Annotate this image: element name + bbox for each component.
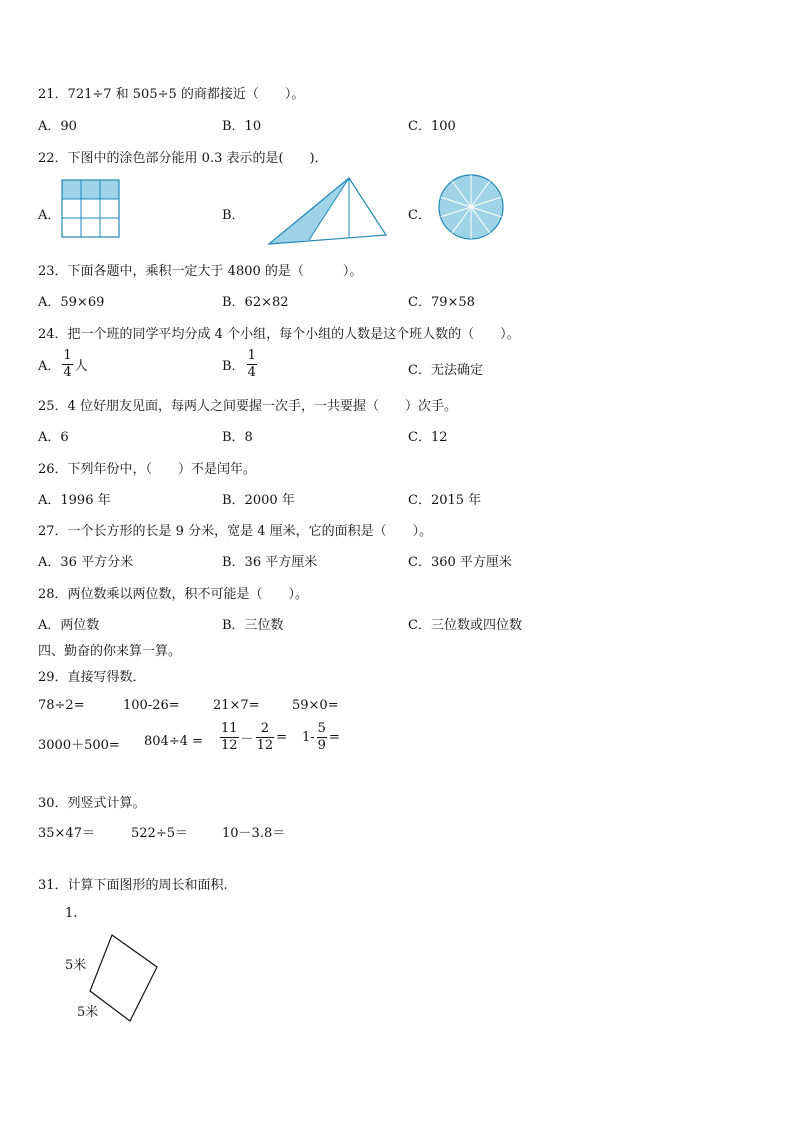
question-26-option-a: A．1996 年: [38, 493, 111, 508]
question-22-option-a: A．: [38, 208, 61, 223]
question-25-option-a: A．6: [38, 430, 69, 445]
fraction: [220, 722, 239, 752]
side-length-label-bottom: 5米: [77, 1005, 99, 1020]
question-24-option-a: [38, 349, 88, 379]
question-24-option-b: [222, 349, 259, 379]
question-21-stem: 21．721÷7 和 505÷5 的商都接近（ ）。: [38, 87, 305, 102]
fraction-denominator: 12: [256, 737, 274, 753]
question-23-option-c: C．79×58: [408, 295, 475, 310]
question-24-stem: 24．把一个班的同学平均分成 4 个小组，每个小组的人数是这个班人数的（ ）。: [38, 327, 520, 342]
fraction-numerator: 11: [221, 721, 238, 736]
option-a-prefix: A．: [38, 358, 61, 374]
question-27-option-a: A．36 平方分米: [38, 555, 134, 570]
fraction: [317, 722, 327, 752]
question-23-option-b: B．62×82: [222, 295, 289, 310]
calc-item: 3000＋500=: [38, 738, 120, 753]
calc-item: 10－3.8＝: [222, 826, 286, 841]
question-29-stem: 29．直接写得数．: [38, 670, 146, 685]
question-27-option-c: C．360 平方厘米: [408, 555, 512, 570]
question-25-option-b: B．8: [222, 430, 253, 445]
side-length-label-top: 5米: [65, 958, 87, 973]
fraction-subtraction: [218, 722, 287, 752]
question-31-sub-1: 1.: [65, 906, 78, 921]
equals-sign: =: [328, 729, 340, 745]
option-a-suffix: 人: [74, 358, 88, 374]
question-22-option-b: B．: [222, 208, 245, 223]
fraction-denominator: 4: [63, 364, 72, 380]
question-25-option-c: C．12: [408, 430, 448, 445]
question-23-option-a: A．59×69: [38, 295, 105, 310]
question-28-option-c: C．三位数或四位数: [408, 618, 522, 633]
question-30-stem: 30．列竖式计算。: [38, 796, 146, 811]
question-26-stem: 26．下列年份中，（ ）不是闰年。: [38, 462, 257, 477]
grid-shaded-row: [62, 180, 119, 199]
question-28-option-b: B．三位数: [222, 618, 284, 633]
question-23-stem: 23．下面各题中，乘积一定大于 4800 的是（ ）。: [38, 264, 363, 279]
calc-item: 59×0=: [292, 698, 339, 713]
triangle-shaded-figure: [266, 175, 390, 247]
fraction: [256, 722, 275, 752]
question-22-option-c: C．: [408, 208, 431, 223]
fraction-one-quarter: [62, 349, 72, 379]
fraction-numerator: 2: [260, 721, 269, 736]
question-21-option-b: B．10: [222, 119, 262, 134]
question-28-stem: 28．两位数乘以两位数，积不可能是（ ）。: [38, 587, 309, 602]
fraction-denominator: 4: [247, 364, 256, 380]
calc-item: 21×7=: [213, 698, 260, 713]
section-4-heading: 四、勤奋的你来算一算。: [38, 644, 182, 659]
equals-sign: =: [276, 729, 288, 745]
question-27-option-b: B．36 平方厘米: [222, 555, 318, 570]
fraction-one-quarter: [247, 349, 257, 379]
fraction-denominator: 12: [221, 737, 238, 753]
calc-item: 35×47＝: [38, 826, 95, 841]
fraction-numerator: 1: [247, 348, 256, 363]
circle-divided-figure: [437, 173, 505, 241]
grid-shaded-figure: [61, 179, 121, 239]
question-22-stem: 22．下图中的涂色部分能用 0.3 表示的是( )．: [38, 151, 328, 166]
fraction-numerator: 5: [317, 721, 326, 736]
calc-item: 522÷5＝: [131, 826, 188, 841]
question-31-stem: 31．计算下面图形的周长和面积.: [38, 878, 228, 893]
question-21-option-c: C．100: [408, 119, 456, 134]
question-26-option-c: C．2015 年: [408, 493, 482, 508]
option-b-prefix: B．: [222, 358, 245, 374]
question-27-stem: 27．一个长方形的长是 9 分米，宽是 4 厘米，它的面积是（ ）。: [38, 524, 433, 539]
calc-item: 804÷4 =: [144, 734, 204, 749]
question-21-option-a: A．90: [38, 119, 77, 134]
fraction-numerator: 1: [63, 348, 72, 363]
whole-number: 1-: [302, 729, 315, 745]
question-26-option-b: B．2000 年: [222, 493, 295, 508]
minus-sign: －: [240, 731, 254, 747]
rotated-square-figure: [90, 933, 162, 1025]
fraction-denominator: 9: [317, 737, 326, 753]
question-24-option-c: C．无法确定: [408, 363, 483, 378]
fraction-subtraction: [302, 722, 340, 752]
calc-item: 78÷2=: [38, 698, 85, 713]
question-28-option-a: A．两位数: [38, 618, 100, 633]
calc-item: 100-26=: [123, 698, 180, 713]
question-25-stem: 25．4 位好朋友见面，每两人之间要握一次手，一共要握（ ）次手。: [38, 399, 457, 414]
